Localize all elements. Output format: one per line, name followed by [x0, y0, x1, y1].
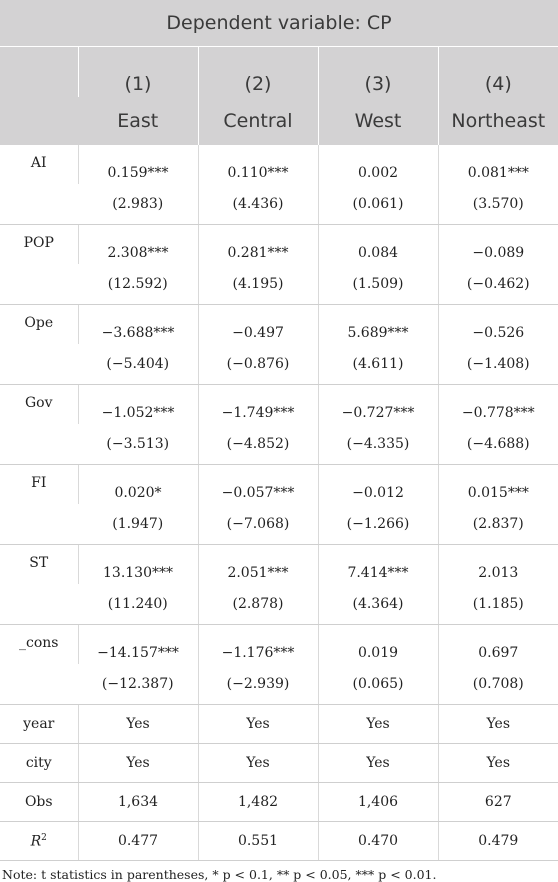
variable-name: Obs: [0, 783, 78, 822]
header-blank-cell: [0, 47, 78, 146]
t-statistic-row: [0, 424, 558, 465]
header-region-row: [0, 97, 558, 145]
r-squared-cell: 0.470: [318, 822, 438, 861]
r-squared-label: [0, 822, 78, 861]
control-row: [0, 783, 558, 822]
coefficient-cell: 0.110***: [198, 145, 318, 184]
t-statistic-cell: (−3.513): [78, 424, 198, 465]
column-number: (4): [438, 47, 558, 98]
t-statistic-cell: (4.364): [318, 584, 438, 625]
t-statistic-cell: (−7.068): [198, 504, 318, 545]
t-statistic-cell: (−0.876): [198, 344, 318, 385]
variable-name: city: [0, 744, 78, 783]
t-statistic-cell: (−0.462): [438, 264, 558, 305]
variable-name: FI: [0, 465, 78, 545]
coefficient-cell: −0.012: [318, 465, 438, 505]
control-cell: 1,634: [78, 783, 198, 822]
t-statistic-cell: (0.061): [318, 184, 438, 225]
coefficient-cell: 0.015***: [438, 465, 558, 505]
t-statistic-cell: (11.240): [78, 584, 198, 625]
control-cell: Yes: [78, 744, 198, 783]
t-statistic-cell: (0.708): [438, 664, 558, 705]
coefficient-cell: −1.052***: [78, 385, 198, 425]
t-statistic-cell: (0.065): [318, 664, 438, 705]
column-region: East: [78, 97, 198, 145]
coefficient-row: [0, 465, 558, 505]
r-squared-cell: 0.479: [438, 822, 558, 861]
table-note: Note: t statistics in parentheses, * p < 0.1, ** p < 0.05, *** p < 0.01.: [2, 867, 437, 882]
control-cell: 1,406: [318, 783, 438, 822]
t-statistic-row: [0, 344, 558, 385]
control-cell: 1,482: [198, 783, 318, 822]
column-region: Central: [198, 97, 318, 145]
coefficient-row: [0, 305, 558, 345]
coefficient-row: [0, 225, 558, 265]
header-title-row: [0, 0, 558, 47]
t-statistic-row: [0, 184, 558, 225]
t-statistic-cell: (−4.688): [438, 424, 558, 465]
t-statistic-row: [0, 584, 558, 625]
t-statistic-cell: (−4.852): [198, 424, 318, 465]
t-statistic-cell: (2.983): [78, 184, 198, 225]
coefficient-cell: 0.159***: [78, 145, 198, 184]
control-row: [0, 705, 558, 744]
control-cell: Yes: [438, 744, 558, 783]
t-statistic-cell: (−5.404): [78, 344, 198, 385]
r-squared-superscript: 2: [41, 832, 47, 843]
coefficient-cell: 0.281***: [198, 225, 318, 265]
coefficient-cell: −14.157***: [78, 625, 198, 665]
r-squared-cell: 0.477: [78, 822, 198, 861]
t-statistic-cell: (−12.387): [78, 664, 198, 705]
t-statistic-cell: (−2.939): [198, 664, 318, 705]
control-cell: Yes: [198, 744, 318, 783]
coefficient-cell: −0.778***: [438, 385, 558, 425]
coefficient-row: [0, 545, 558, 585]
control-cell: Yes: [318, 744, 438, 783]
coefficient-row: [0, 625, 558, 665]
header-column-number-row: [0, 47, 558, 98]
coefficient-cell: −0.057***: [198, 465, 318, 505]
t-statistic-cell: (1.509): [318, 264, 438, 305]
t-statistic-row: [0, 264, 558, 305]
t-statistic-cell: (−1.408): [438, 344, 558, 385]
variable-name: AI: [0, 145, 78, 225]
control-cell: 627: [438, 783, 558, 822]
dependent-variable-title: Dependent variable: CP: [0, 0, 558, 47]
column-region: West: [318, 97, 438, 145]
coefficient-cell: 0.020*: [78, 465, 198, 505]
control-cell: Yes: [198, 705, 318, 744]
coefficient-cell: 7.414***: [318, 545, 438, 585]
column-number: (2): [198, 47, 318, 98]
control-cell: Yes: [78, 705, 198, 744]
coefficient-cell: 2.308***: [78, 225, 198, 265]
control-cell: Yes: [438, 705, 558, 744]
variable-name: _cons: [0, 625, 78, 705]
coefficient-cell: 2.013: [438, 545, 558, 585]
t-statistic-cell: (−1.266): [318, 504, 438, 545]
r-squared-cell: 0.551: [198, 822, 318, 861]
variable-name: year: [0, 705, 78, 744]
column-number: (3): [318, 47, 438, 98]
coefficient-cell: 5.689***: [318, 305, 438, 345]
coefficient-cell: −0.727***: [318, 385, 438, 425]
t-statistic-cell: (1.185): [438, 584, 558, 625]
coefficient-cell: −0.089: [438, 225, 558, 265]
t-statistic-cell: (4.436): [198, 184, 318, 225]
coefficient-cell: −0.497: [198, 305, 318, 345]
t-statistic-cell: (2.837): [438, 504, 558, 545]
coefficient-cell: −3.688***: [78, 305, 198, 345]
coefficient-cell: 0.697: [438, 625, 558, 665]
coefficient-cell: −1.749***: [198, 385, 318, 425]
t-statistic-cell: (1.947): [78, 504, 198, 545]
coefficient-cell: 2.051***: [198, 545, 318, 585]
variable-name: ST: [0, 545, 78, 625]
coefficient-cell: −1.176***: [198, 625, 318, 665]
table-body: [0, 145, 558, 861]
coefficient-cell: 0.019: [318, 625, 438, 665]
variable-name: Gov: [0, 385, 78, 465]
coefficient-row: [0, 145, 558, 184]
t-statistic-cell: (2.878): [198, 584, 318, 625]
column-region: Northeast: [438, 97, 558, 145]
coefficient-cell: 0.084: [318, 225, 438, 265]
t-statistic-row: [0, 664, 558, 705]
t-statistic-cell: (4.611): [318, 344, 438, 385]
coefficient-cell: −0.526: [438, 305, 558, 345]
coefficient-cell: 13.130***: [78, 545, 198, 585]
coefficient-row: [0, 385, 558, 425]
column-number: (1): [78, 47, 198, 98]
r-squared-symbol: R: [30, 833, 42, 850]
control-row: [0, 744, 558, 783]
variable-name: POP: [0, 225, 78, 305]
t-statistic-cell: (−4.335): [318, 424, 438, 465]
control-cell: Yes: [318, 705, 438, 744]
t-statistic-cell: (4.195): [198, 264, 318, 305]
r-squared-row: [0, 822, 558, 861]
variable-name: Ope: [0, 305, 78, 385]
t-statistic-row: [0, 504, 558, 545]
t-statistic-cell: (3.570): [438, 184, 558, 225]
coefficient-cell: 0.081***: [438, 145, 558, 184]
t-statistic-cell: (12.592): [78, 264, 198, 305]
coefficient-cell: 0.002: [318, 145, 438, 184]
